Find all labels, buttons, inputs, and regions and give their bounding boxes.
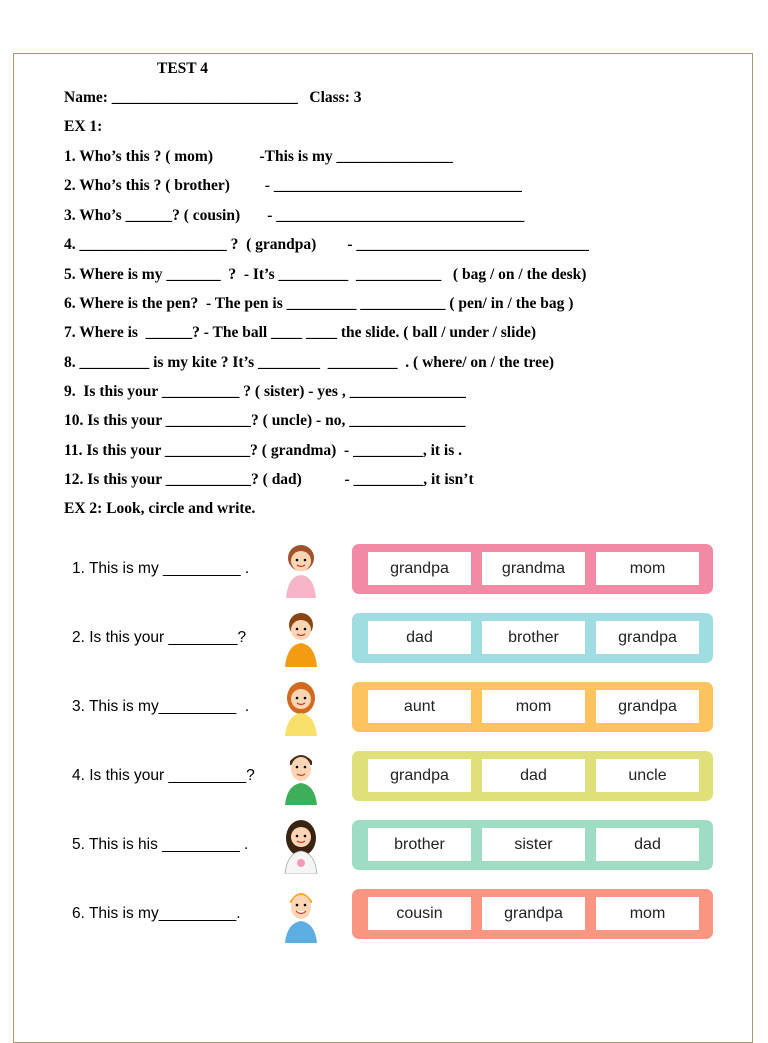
- ex1-question: 11. Is this your ___________? ( grandma) - _________, it is .: [64, 442, 462, 459]
- man-icon: [278, 747, 324, 805]
- option-grandpa[interactable]: grandpa: [596, 621, 699, 654]
- option-aunt[interactable]: aunt: [368, 690, 471, 723]
- worksheet-title: TEST 4: [157, 60, 208, 77]
- ex1-heading: EX 1:: [64, 118, 103, 135]
- option-box: [352, 613, 713, 663]
- ex2-row: [0, 747, 768, 807]
- option-box: [352, 544, 713, 594]
- ex2-prompt: 6. This is my_________.: [72, 905, 241, 922]
- option-brother[interactable]: brother: [482, 621, 585, 654]
- ex1-question: 8. _________ is my kite ? It’s ________ _________ . ( where/ on / the tree): [64, 354, 555, 371]
- option-box: [352, 889, 713, 939]
- ex2-prompt: 1. This is my _________ .: [72, 560, 250, 577]
- ex2-prompt: 5. This is his _________ .: [72, 836, 249, 853]
- option-sister[interactable]: sister: [482, 828, 585, 861]
- ex1-question: 5. Where is my _______ ? - It’s _________ ___________ ( bag / on / the desk): [64, 266, 587, 283]
- option-grandpa[interactable]: grandpa: [368, 552, 471, 585]
- girl-icon: [278, 540, 324, 598]
- option-box: [352, 751, 713, 801]
- name-class-line: Name: ________________________ Class: 3: [64, 89, 362, 106]
- ex2-row: [0, 540, 768, 600]
- girl-icon: [278, 816, 324, 874]
- option-grandma[interactable]: grandma: [482, 552, 585, 585]
- ex1-question: 2. Who’s this ? ( brother) - ________________________________: [64, 177, 522, 194]
- ex2-prompt: 4. Is this your _________?: [72, 767, 255, 784]
- ex1-question: 7. Where is ______? - The ball ____ ____ the slide. ( ball / under / slide): [64, 324, 537, 341]
- option-dad[interactable]: dad: [482, 759, 585, 792]
- option-brother[interactable]: brother: [368, 828, 471, 861]
- ex1-question: 4. ___________________ ? ( grandpa) - ______________________________: [64, 236, 589, 253]
- option-mom[interactable]: mom: [596, 897, 699, 930]
- boy-icon: [278, 885, 324, 943]
- ex2-row: [0, 816, 768, 876]
- option-grandpa[interactable]: grandpa: [482, 897, 585, 930]
- option-mom[interactable]: mom: [596, 552, 699, 585]
- ex1-question: 9. Is this your __________ ? ( sister) - yes , _______________: [64, 383, 466, 400]
- option-dad[interactable]: dad: [596, 828, 699, 861]
- ex2-prompt: 3. This is my_________ .: [72, 698, 250, 715]
- ex1-question: 1. Who’s this ? ( mom) -This is my _______________: [64, 148, 453, 165]
- ex2-row: [0, 885, 768, 945]
- ex2-row: [0, 678, 768, 738]
- ex1-question: 12. Is this your ___________? ( dad) - _________, it isn’t: [64, 471, 474, 488]
- ex1-question: 3. Who’s ______? ( cousin) - ________________________________: [64, 207, 525, 224]
- ex2-prompt: 2. Is this your ________?: [72, 629, 247, 646]
- option-grandpa[interactable]: grandpa: [596, 690, 699, 723]
- option-uncle[interactable]: uncle: [596, 759, 699, 792]
- ex2-heading: EX 2: Look, circle and write.: [64, 500, 256, 517]
- option-mom[interactable]: mom: [482, 690, 585, 723]
- ex2-row: [0, 609, 768, 669]
- boy-icon: [278, 609, 324, 667]
- option-grandpa[interactable]: grandpa: [368, 759, 471, 792]
- option-box: [352, 820, 713, 870]
- ex1-question: 6. Where is the pen? - The pen is _________ ___________ ( pen/ in / the bag ): [64, 295, 574, 312]
- option-cousin[interactable]: cousin: [368, 897, 471, 930]
- option-box: [352, 682, 713, 732]
- ex1-question: 10. Is this your ___________? ( uncle) - no, _______________: [64, 412, 466, 429]
- option-dad[interactable]: dad: [368, 621, 471, 654]
- woman-icon: [278, 678, 324, 736]
